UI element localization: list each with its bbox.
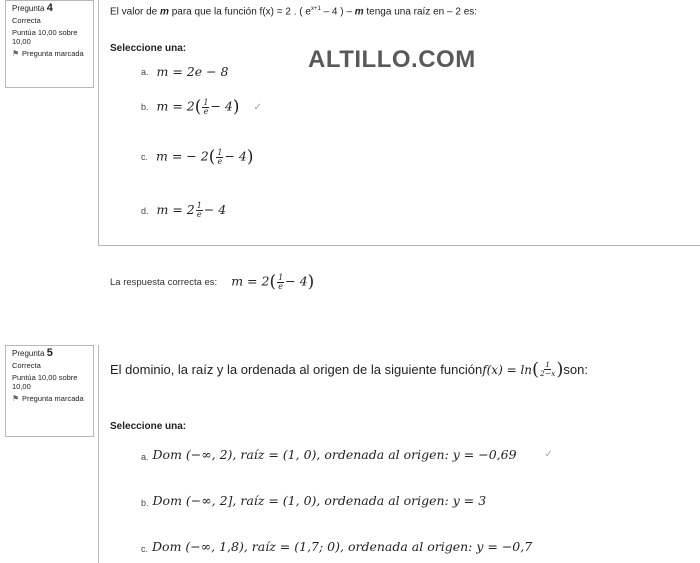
answer-option-b[interactable]: b. m = 2( $\frac{1}{e}$ − 4) ✓ <box>141 97 262 117</box>
answer-prompt: Seleccione una: <box>110 43 187 54</box>
correct-answer-feedback: La respuesta correcta es: m = 2( $\frac{1}{e}$ − 4) <box>110 272 315 292</box>
flag-question-toggle[interactable]: ⚑ Pregunta marcada <box>12 49 84 58</box>
answer-option-c[interactable]: c. Dom (−∞, 1,8), raíz = (1,7; 0), ordenada al origen: y = −0,7 <box>141 538 533 554</box>
answer-prompt: Seleccione una: <box>110 421 187 432</box>
question-5-content <box>98 345 700 563</box>
flag-question-toggle[interactable]: ⚑ Pregunta marcada <box>12 394 84 403</box>
answer-option-d[interactable]: d. m = 2 $\frac{1}{e}$ − 4 <box>141 201 227 219</box>
question-text: El valor de m para que la función f(x) = 2 . ( $e^{x+1} - 4$ ) – m tenga una raíz en – 2 es: <box>110 6 478 18</box>
question-grade: Puntúa 10,00 sobre 10,00 <box>12 373 78 391</box>
question-4-content <box>98 0 700 246</box>
watermark: ALTILLO.COM <box>308 46 476 73</box>
question-number: Pregunta 4 <box>12 2 53 14</box>
question-text: El dominio, la raíz y la ordenada al origen de la siguiente función f(x) = ln ( $\frac{1}{2-x}$ ) son: <box>110 359 588 380</box>
correct-check-icon: ✓ <box>253 101 262 113</box>
flag-icon: ⚑ <box>12 394 20 403</box>
flag-icon: ⚑ <box>12 49 20 58</box>
question-state: Correcta <box>12 361 41 370</box>
question-4-info <box>5 0 94 88</box>
correct-check-icon: ✓ <box>544 448 553 460</box>
answer-option-b[interactable]: b. Dom (−∞, 2], raíz = (1, 0), ordenada al origen: y = 3 <box>141 492 487 508</box>
question-state: Correcta <box>12 16 41 25</box>
question-5-info <box>5 345 94 437</box>
answer-option-a[interactable]: a. Dom (−∞, 2), raíz = (1, 0), ordenada al origen: y = −0,69 ✓ <box>141 446 553 462</box>
answer-option-c[interactable]: c. m = − 2( $\frac{1}{e}$ − 4) <box>141 147 254 167</box>
question-grade: Puntúa 10,00 sobre 10,00 <box>12 28 78 46</box>
answer-option-a[interactable]: a. m = 2e − 8 <box>141 64 229 79</box>
question-number: Pregunta 5 <box>12 347 53 359</box>
